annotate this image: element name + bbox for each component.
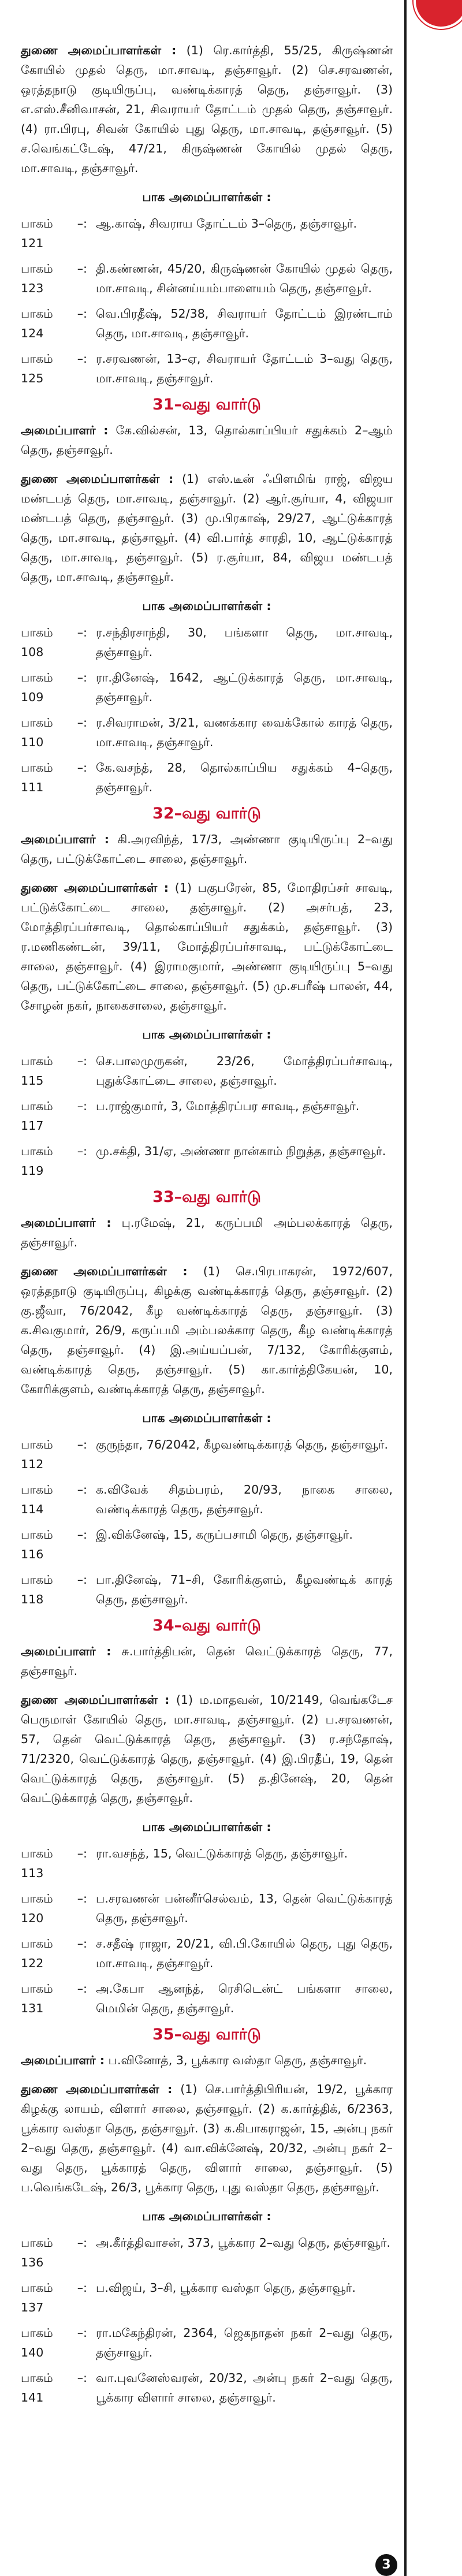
organizer-text: கே.வில்சன், 13, தொல்காப்பியர் சதுக்கம் 2–ஆம் தெரு, தஞ்சாவூர்.	[21, 423, 393, 457]
booth-text: ப.விஜய், 3–சி, பூக்கார வஸ்தா தெரு, தஞ்சாவூர்.	[96, 2281, 356, 2295]
booth-entry: பாகம் – 141 : வா.புவனேஸ்வரன், 20/32, அன்பு நகர் 2–வது தெரு, பூக்கார விளார் சாலை, தஞ்சாவூர்.	[21, 2368, 393, 2407]
booth-number: பாகம் – 114	[21, 1483, 83, 1516]
booth-text: செ.பாலமுருகன், 23/26, மோத்திரப்பர்சாவடி, புதுக்கோட்டை சாலை, தஞ்சாவூர்.	[96, 1054, 393, 1088]
ward-title: 33–வது வார்டு	[152, 1188, 261, 1206]
booth-entry: பாகம் – 140 : ரா.மகேந்திரன், 2364, ஜெகநாதன் நகர் 2–வது தெரு, தஞ்சாவூர்.	[21, 2323, 393, 2362]
booth-text: க.விவேக் சிதம்பரம், 20/93, நாகை சாலை, வண்டிக்காரத் தெரு, தஞ்சாவூர்.	[96, 1483, 393, 1516]
booth-entry: பாகம் – 124 : வெ.பிரதீஷ், 52/38, சிவராயர் தோட்டம் இரண்டாம் தெரு, மா.சாவடி, தஞ்சாவூர்.	[21, 304, 393, 343]
ward-organizer	[21, 420, 393, 460]
booth-entry: பாகம் – 109 : ரா.தினேஷ், 1642, ஆட்டுக்காரத் தெரு, மா.சாவடி, தஞ்சாவூர்.	[21, 668, 393, 707]
helpers-label: துணை அமைப்பாளர்கள் :	[21, 472, 174, 486]
booth-text: ப.ராஜ்குமார், 3, மோத்திரப்பர சாவடி, தஞ்சாவூர்.	[96, 1099, 360, 1113]
booth-text: ரா.மகேந்திரன், 2364, ஜெகநாதன் நகர் 2–வது தெரு, தஞ்சாவூர்.	[96, 2326, 393, 2359]
organizer-label: அமைப்பாளர் :	[21, 423, 109, 437]
helpers-label: துணை அமைப்பாளர்கள் :	[21, 1693, 170, 1707]
booth-entry: பாகம் – 137 : ப.விஜய், 3–சி, பூக்கார வஸ்தா தெரு, தஞ்சாவூர்.	[21, 2278, 393, 2317]
booth-entry: பாகம் – 116 : இ.விக்னேஷ், 15, கருப்பசாமி தெரு, தஞ்சாவூர்.	[21, 1525, 393, 1564]
booth-number: பாகம் – 111	[21, 761, 83, 794]
booth-text: பா.தினேஷ், 71–சி, கோரிக்குளம், கீழவண்டிக் காரத் தெரு, தஞ்சாவூர்.	[96, 1573, 393, 1606]
booth-entry: பாகம் – 136 : அ.கீர்த்திவாசன், 373, பூக்கார 2–வது தெரு, தஞ்சாவூர்.	[21, 2233, 393, 2272]
booth-number: பாகம் – 131	[21, 1982, 83, 2015]
organizer-label: அமைப்பாளர் :	[21, 832, 109, 846]
top-strip	[0, 0, 462, 12]
helpers-text: (1) ரெ.கார்த்தி, 55/25, கிருஷ்ணன் கோயில் முதல் தெரு, மா.சாவடி, தஞ்சாவூர். (2) செ.சரவணன், ஒரத்தநாடு குடியிருப்பு, வண்டிக்காரத் தெரு, தஞ்சாவூர். (3) எ.எஸ்.சீனிவாசன், 21, சிவராயர் தோட்டம் முதல் தெரு, தஞ்சாவூர். (4) ரா.பிரபு, சிவன் கோயில் புது தெரு, மா.சாவடி, தஞ்சாவூர். (5) ச.வெங்கட்டேஷ், 47/21, கிருஷ்ணன் கோயில் முதல் தெரு, மா.சாவடி, தஞ்சாவூர்.	[21, 43, 393, 175]
organizer-text: பு.ரமேஷ், 21, கருப்பமி அம்பலக்காரத் தெரு, தஞ்சாவூர்.	[21, 1216, 393, 1249]
helpers-label: துணை அமைப்பாளர்கள் :	[21, 43, 177, 57]
booth-heading: பாக அமைப்பாளர்கள் :	[142, 1411, 271, 1425]
booth-number: பாகம் – 141	[21, 2371, 83, 2404]
booth-entry: பாகம் – 114 : க.விவேக் சிதம்பரம், 20/93, நாகை சாலை, வண்டிக்காரத் தெரு, தஞ்சாவூர்.	[21, 1480, 393, 1519]
booth-text: ரா.தினேஷ், 1642, ஆட்டுக்காரத் தெரு, மா.சாவடி, தஞ்சாவூர்.	[96, 671, 393, 704]
intro-helpers	[21, 40, 393, 178]
booth-entry: பாகம் – 121 : ஆ.காஷ், சிவராய தோட்டம் 3–தெரு, தஞ்சாவூர்.	[21, 214, 393, 253]
booth-text: ர.சிவராமன், 3/21, வணக்கார வைக்கோல் காரத் தெரு, மா.சாவடி, தஞ்சாவூர்.	[96, 716, 393, 749]
organizer-label: அமைப்பாளர் :	[21, 1216, 111, 1230]
ward-section	[21, 1615, 393, 2018]
booth-number: பாகம் – 121	[21, 217, 83, 250]
booth-entry: பாகம் – 112 : குருந்தா, 76/2042, கீழவண்டிக்காரத் தெரு, தஞ்சாவூர்.	[21, 1435, 393, 1474]
helpers-label: துணை அமைப்பாளர்கள் :	[21, 1264, 188, 1278]
booth-heading: பாக அமைப்பாளர்கள் :	[142, 190, 271, 204]
booth-number: பாகம் – 113	[21, 1847, 83, 1880]
booth-entry: பாகம் – 123 : தி.கண்ணன், 45/20, கிருஷ்ணன் கோயில் முதல் தெரு, மா.சாவடி, சின்னய்யம்பாளையம் தெரு, தஞ்சாவூர்.	[21, 259, 393, 298]
booth-number: பாகம் – 117	[21, 1099, 83, 1133]
booth-entry: பாகம் – 108 : ர.சந்திரசாந்தி, 30, பங்களா தெரு, மா.சாவடி, தஞ்சாவூர்.	[21, 623, 393, 662]
helpers-label: துணை அமைப்பாளர்கள் :	[21, 2082, 173, 2096]
ward-helpers	[21, 2079, 393, 2197]
booth-number: பாகம் – 123	[21, 262, 83, 295]
booth-text: இ.விக்னேஷ், 15, கருப்பசாமி தெரு, தஞ்சாவூர்.	[96, 1528, 353, 1542]
organizer-text: சு.பார்த்திபன், தென் வெட்டுக்காரத் தெரு, 77, தஞ்சாவூர்.	[21, 1644, 393, 1678]
helpers-text: (1) செ.பார்த்திபிரியன், 19/2, பூக்கார கிழக்கு லாயம், விளார் சாலை, தஞ்சாவூர். (2) க.கார்த்திக், 6/2363, பூக்கார வஸ்தா தெரு, தஞ்சாவூர். (3) க.கிபாகராஜன், 15, அன்பு நகர் 2–வது தெரு, தஞ்சாவூர். (4) வா.விக்னேஷ், 20/32, அன்பு நகர் 2–வது தெரு, பூக்காரத் தெரு, விளார் சாலை, தஞ்சாவூர். (5) ப.வெங்கடேஷ், 26/3, பூக்கார தெரு, புது வஸ்தா தெரு, தஞ்சாவூர்.	[21, 2082, 393, 2194]
booth-heading: பாக அமைப்பாளர்கள் :	[142, 1820, 271, 1834]
booth-entry: பாகம் – 122 : ச.சதீஷ் ராஜா, 20/21, வி.பி.கோயில் தெரு, புது தெரு, மா.சாவடி, தஞ்சாவூர்.	[21, 1934, 393, 1973]
ward-title: 32–வது வார்டு	[152, 805, 261, 822]
booth-text: வா.புவனேஸ்வரன், 20/32, அன்பு நகர் 2–வது தெரு, பூக்கார விளார் சாலை, தஞ்சாவூர்.	[96, 2371, 393, 2404]
ward-organizer	[21, 1641, 393, 1681]
ward-helpers	[21, 1261, 393, 1399]
booth-text: கே.வசந்த், 28, தொல்காப்பிய சதுக்கம் 4–தெரு, தஞ்சாவூர்.	[96, 761, 393, 794]
article-body	[21, 40, 393, 2413]
ward-section	[21, 1186, 393, 1609]
helpers-text: (1) பகுபரேன், 85, மோதிரப்சர் சாவடி, பட்டுக்கோட்டை சாலை, தஞ்சாவூர். (2) அசர்பத், 23, மோத்திரப்பர்சாவடி, தொல்காப்பியர் சதுக்கம், தஞ்சாவூர். (3) ர.மணிகண்டன், 39/11, மோத்திரப்பர்சாவடி, பட்டுக்கோட்டை சாலை, தஞ்சாவூர். (4) இராமகுமார், அண்ணா குடியிருப்பு 5–வது தெரு, பட்டுக்கோட்டை சாலை, தஞ்சாவூர். (5) மு.சபரீஷ் பாலன், 44, சோழன் நகர், நாகைசாலை, தஞ்சாவூர்.	[21, 881, 393, 1012]
booth-entry: பாகம் – 117 : ப.ராஜ்குமார், 3, மோத்திரப்பர சாவடி, தஞ்சாவூர்.	[21, 1096, 393, 1136]
booth-number: பாகம் – 108	[21, 626, 83, 659]
ward-title: 34–வது வார்டு	[152, 1617, 261, 1635]
ward-helpers	[21, 1690, 393, 1808]
ward-helpers	[21, 469, 393, 587]
booth-number: பாகம் – 115	[21, 1054, 83, 1088]
booth-number: பாகம் – 136	[21, 2236, 83, 2269]
ward-title: 31–வது வார்டு	[152, 396, 261, 414]
organizer-label: அமைப்பாளர் :	[21, 2053, 105, 2067]
ward-title: 35–வது வார்டு	[152, 2026, 261, 2043]
booth-heading: பாக அமைப்பாளர்கள் :	[142, 599, 271, 613]
booth-text: அ.கேபா ஆனந்த், ரெசிடென்ட் பங்களா சாலை, மெமின் தெரு, தஞ்சாவூர்.	[96, 1982, 393, 2015]
booth-text: ஆ.காஷ், சிவராய தோட்டம் 3–தெரு, தஞ்சாவூர்.	[96, 217, 357, 230]
helpers-text: (1) செ.பிரபாகரன், 1972/607, ஒரத்தநாடு குடியிருப்பு, கிழக்கு வண்டிக்காரத் தெரு, தஞ்சாவூர். (2) கு.ஜீவா, 76/2042, கீழ வண்டிக்காரத் தெரு, தஞ்சாவூர். (3) க.சிவகுமார், 26/9, கருப்பமி அம்பலக்கார தெரு, கீழ வண்டிக்காரத் தெரு, தஞ்சாவூர். (4) இ.அய்யப்பன், 7/132, கோரிக்குளம், வண்டிக்காரத் தெரு, தஞ்சாவூர். (5) கா.கார்த்திகேயன், 10, கோரிக்குளம், வண்டிக்காரத் தெரு, தஞ்சாவூர்.	[21, 1264, 393, 1396]
booth-text: ரா.வசந்த், 15, வெட்டுக்காரத் தெரு, தஞ்சாவூர்.	[96, 1847, 348, 1860]
ward-helpers	[21, 878, 393, 1015]
booth-text: தி.கண்ணன், 45/20, கிருஷ்ணன் கோயில் முதல் தெரு, மா.சாவடி, சின்னய்யம்பாளையம் தெரு, தஞ்சாவூர்.	[96, 262, 393, 295]
booth-text: ப.சரவணன் பன்னீர்செல்வம், 13, தென் வெட்டுக்காரத் தெரு, தஞ்சாவூர்.	[96, 1892, 393, 1925]
booth-number: பாகம் – 120	[21, 1892, 83, 1925]
ward-section	[21, 394, 393, 797]
helpers-label: துணை அமைப்பாளர்கள் :	[21, 881, 169, 895]
column-rule	[404, 0, 407, 2576]
ward-section	[21, 803, 393, 1181]
booth-text: ர.சரவணன், 13–ஏ, சிவராயர் தோட்டம் 3–வது தெரு, மா.சாவடி, தஞ்சாவூர்.	[96, 352, 393, 385]
ward-organizer	[21, 2050, 393, 2070]
booth-number: பாகம் – 116	[21, 1528, 83, 1561]
booth-heading: பாக அமைப்பாளர்கள் :	[142, 1028, 271, 1041]
booth-number: பாகம் – 109	[21, 671, 83, 704]
booth-number: பாகம் – 124	[21, 307, 83, 340]
booth-entry: பாகம் – 118 : பா.தினேஷ், 71–சி, கோரிக்குளம், கீழவண்டிக் காரத் தெரு, தஞ்சாவூர்.	[21, 1570, 393, 1609]
booth-entry: பாகம் – 125 : ர.சரவணன், 13–ஏ, சிவராயர் தோட்டம் 3–வது தெரு, மா.சாவடி, தஞ்சாவூர்.	[21, 349, 393, 388]
booth-number: பாகம் – 119	[21, 1144, 83, 1178]
helpers-text: (1) எஸ்.டீன் ஃபிளமிங் ராஜ், விஜய மண்டபத் தெரு, மா.சாவடி, தஞ்சாவூர். (2) ஆர்.சூர்யா, 4, விஜயா மண்டபத் தெரு, தஞ்சாவூர். (3) மு.பிரகாஷ், 29/27, ஆட்டுக்காரத் தெரு, மா.சாவடி, தஞ்சாவூர். (4) வி.பார்த் சாரதி, 10, ஆட்டுக்காரத் தெரு, மா.சாவடி, தஞ்சாவூர். (5) ர.சூர்யா, 84, விஜய மண்டபத் தெரு, மா.சாவடி, தஞ்சாவூர்.	[21, 472, 393, 584]
booth-number: பாகம் – 137	[21, 2281, 83, 2314]
ward-organizer	[21, 1213, 393, 1252]
page-number: 3	[375, 2554, 397, 2576]
booth-text: குருந்தா, 76/2042, கீழவண்டிக்காரத் தெரு, தஞ்சாவூர்.	[96, 1438, 388, 1451]
party-logo	[413, 0, 462, 29]
booth-text: அ.கீர்த்திவாசன், 373, பூக்கார 2–வது தெரு, தஞ்சாவூர்.	[96, 2236, 391, 2250]
helpers-text: (1) ம.மாதவன், 10/2149, வெங்கடேச பெருமாள் கோயில் தெரு, மா.சாவடி, தஞ்சாவூர். (2) ப.சரவணன், 57, தென் வெட்டுக்காரத் தெரு, தஞ்சாவூர். (3) ர.சந்தோஷ், 71/2320, வெட்டுக்காரத் தெரு, தஞ்சாவூர். (4) இ.பிரதீப், 19, தென் வெட்டுக்காரத் தெரு, தஞ்சாவூர். (5) த.தினேஷ், 20, தென் வெட்டுக்காரத் தெரு, தஞ்சாவூர்.	[21, 1693, 393, 1805]
booth-number: பாகம் – 125	[21, 352, 83, 385]
organizer-text: ப.வினோத், 3, பூக்கார வஸ்தா தெரு, தஞ்சாவூர்.	[108, 2053, 367, 2067]
booth-text: ச.சதீஷ் ராஜா, 20/21, வி.பி.கோயில் தெரு, புது தெரு, மா.சாவடி, தஞ்சாவூர்.	[96, 1937, 393, 1970]
booth-number: பாகம் – 110	[21, 716, 83, 749]
ward-section	[21, 2024, 393, 2407]
ward-organizer	[21, 829, 393, 869]
booth-number: பாகம் – 118	[21, 1573, 83, 1606]
booth-entry: பாகம் – 131 : அ.கேபா ஆனந்த், ரெசிடென்ட் பங்களா சாலை, மெமின் தெரு, தஞ்சாவூர்.	[21, 1979, 393, 2018]
booth-heading: பாக அமைப்பாளர்கள் :	[142, 2209, 271, 2223]
booth-entry: பாகம் – 119 : மு.சக்தி, 31/ஏ, அண்ணா நான்காம் நிறுத்த, தஞ்சாவூர்.	[21, 1141, 393, 1181]
booth-number: பாகம் – 140	[21, 2326, 83, 2359]
intro-booth-list	[21, 214, 393, 388]
booth-text: மு.சக்தி, 31/ஏ, அண்ணா நான்காம் நிறுத்த, தஞ்சாவூர்.	[96, 1144, 386, 1158]
booth-entry: பாகம் – 110 : ர.சிவராமன், 3/21, வணக்கார வைக்கோல் காரத் தெரு, மா.சாவடி, தஞ்சாவூர்.	[21, 713, 393, 752]
booth-text: ர.சந்திரசாந்தி, 30, பங்களா தெரு, மா.சாவடி, தஞ்சாவூர்.	[96, 626, 393, 659]
booth-entry: பாகம் – 111 : கே.வசந்த், 28, தொல்காப்பிய சதுக்கம் 4–தெரு, தஞ்சாவூர்.	[21, 758, 393, 797]
organizer-label: அமைப்பாளர் :	[21, 1644, 111, 1658]
booth-number: பாகம் – 112	[21, 1438, 83, 1471]
booth-entry: பாகம் – 115 : செ.பாலமுருகன், 23/26, மோத்திரப்பர்சாவடி, புதுக்கோட்டை சாலை, தஞ்சாவூர்.	[21, 1051, 393, 1090]
booth-entry: பாகம் – 120 : ப.சரவணன் பன்னீர்செல்வம், 13, தென் வெட்டுக்காரத் தெரு, தஞ்சாவூர்.	[21, 1889, 393, 1928]
booth-entry: பாகம் – 113 : ரா.வசந்த், 15, வெட்டுக்காரத் தெரு, தஞ்சாவூர்.	[21, 1844, 393, 1883]
booth-text: வெ.பிரதீஷ், 52/38, சிவராயர் தோட்டம் இரண்டாம் தெரு, மா.சாவடி, தஞ்சாவூர்.	[96, 307, 393, 340]
booth-number: பாகம் – 122	[21, 1937, 83, 1970]
organizer-text: கி.அரவிந்த், 17/3, அண்ணா குடியிருப்பு 2–வது தெரு, பட்டுக்கோட்டை சாலை, தஞ்சாவூர்.	[21, 832, 393, 866]
